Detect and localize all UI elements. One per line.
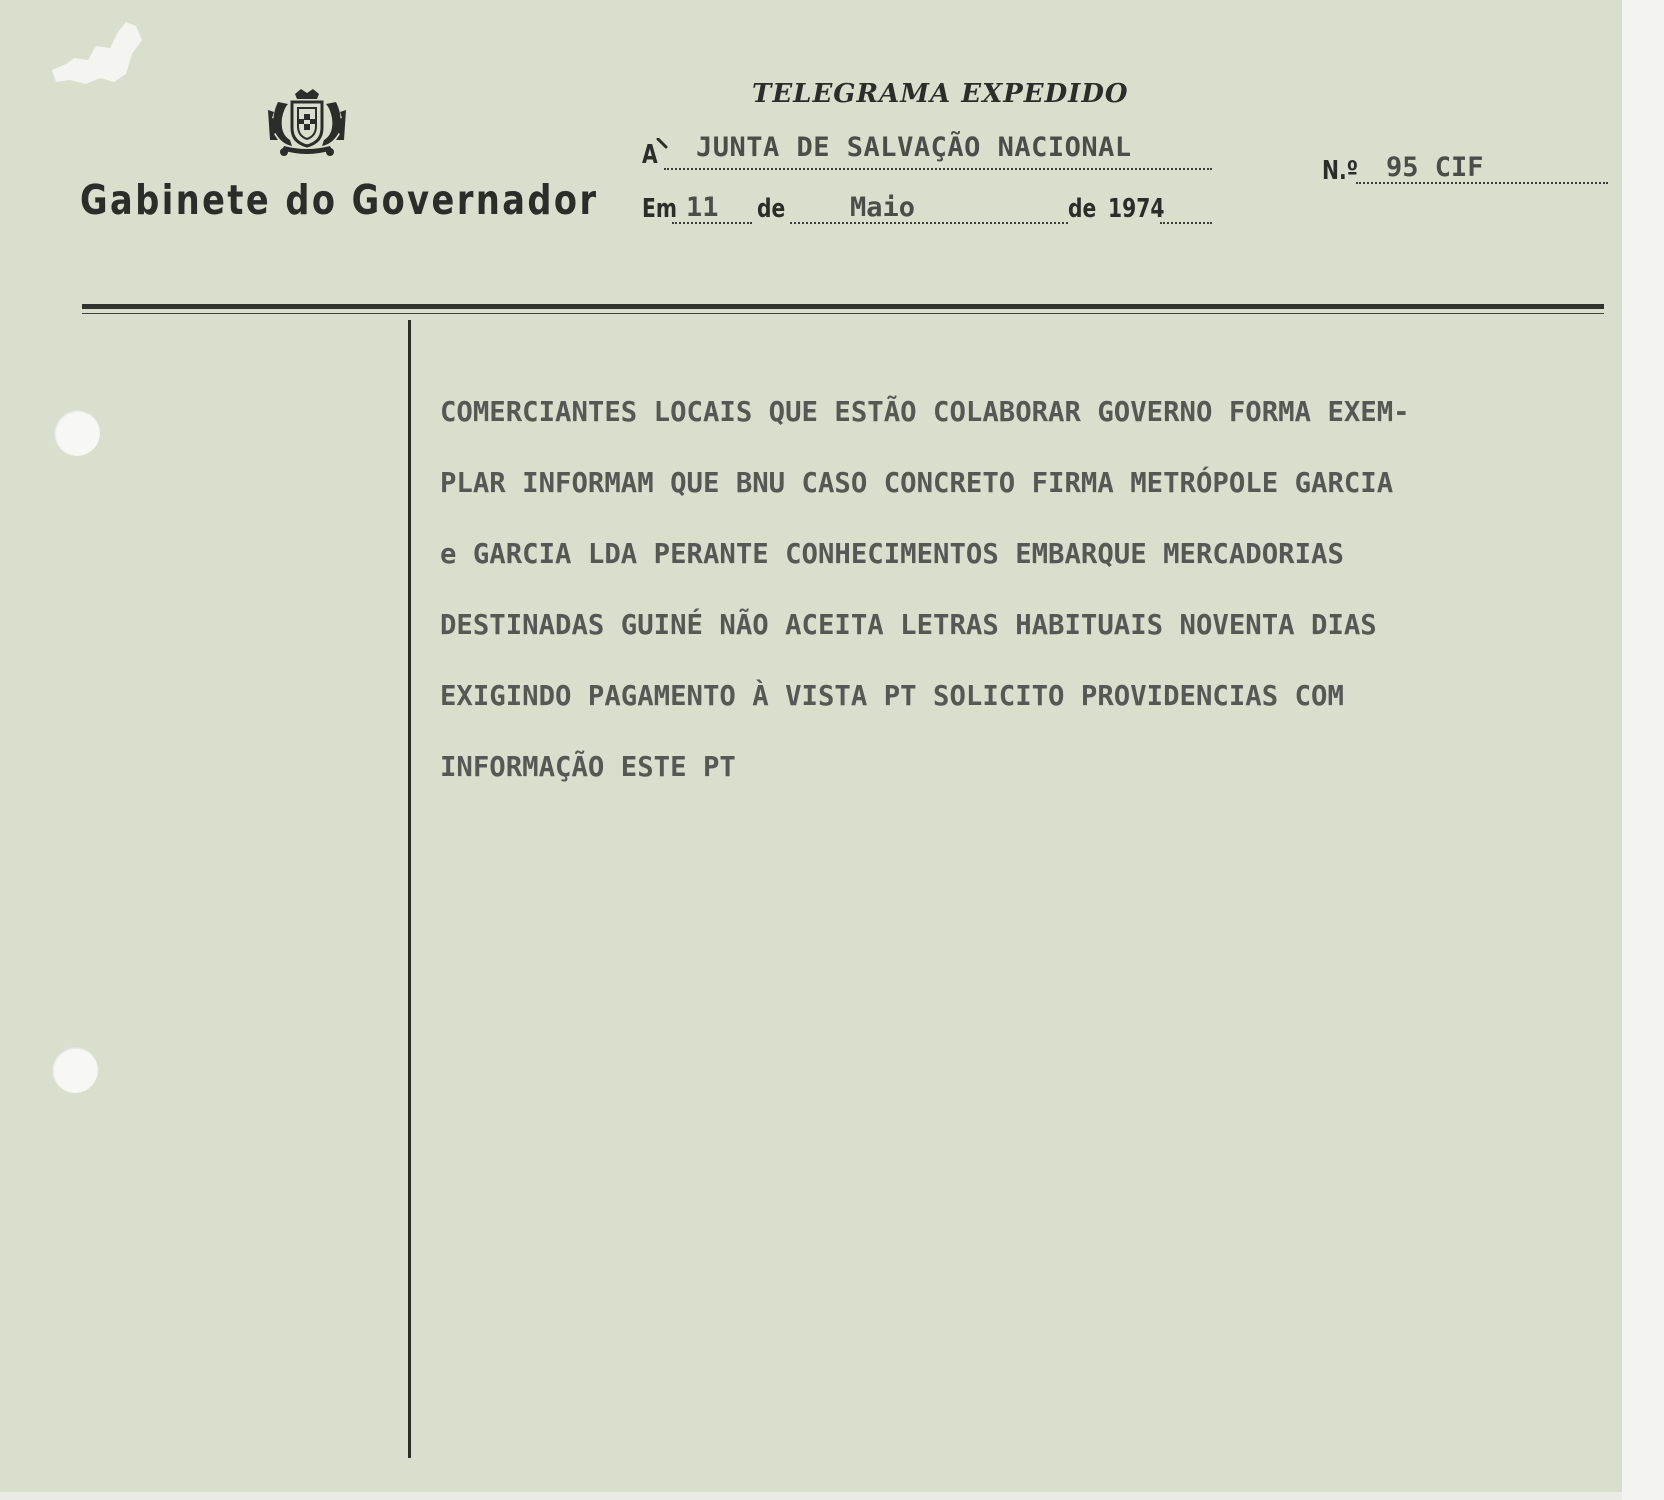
to-dotted-line	[664, 168, 1212, 170]
number-value: 95 CIF	[1386, 152, 1484, 183]
punch-hole-bottom	[52, 1047, 98, 1093]
form-title: TELEGRAMA EXPEDIDO	[752, 79, 1129, 109]
office-name: Gabinete do Governador	[80, 176, 599, 224]
message-line: e GARCIA LDA PERANTE CONHECIMENTOS EMBARQUE MERCADORIAS	[440, 539, 1344, 570]
date-month: Maio	[850, 192, 916, 223]
year-dotted-line	[1160, 222, 1212, 224]
header-rule-thick	[82, 304, 1604, 309]
number-label: N.º	[1322, 156, 1359, 186]
torn-corner	[52, 18, 144, 86]
date-year: 1974	[1108, 194, 1165, 224]
scan-background-edge	[1622, 0, 1664, 1500]
message-line: INFORMAÇÃO ESTE PT	[440, 752, 736, 783]
message-line: PLAR INFORMAM QUE BNU CASO CONCRETO FIRMA METRÓPOLE GARCIA	[440, 468, 1394, 499]
header-rule-thin	[82, 313, 1604, 314]
date-day: 11	[686, 192, 719, 223]
date-of-2: de	[1068, 194, 1097, 224]
grave-accent-mark	[656, 138, 668, 150]
punch-hole-top	[54, 410, 100, 456]
message-line: DESTINADAS GUINÉ NÃO ACEITA LETRAS HABITUAIS NOVENTA DIAS	[440, 610, 1377, 641]
coat-of-arms-icon	[262, 88, 352, 160]
message-line: EXIGINDO PAGAMENTO À VISTA PT SOLICITO PROVIDENCIAS COM	[440, 681, 1344, 712]
message-line: COMERCIANTES LOCAIS QUE ESTÃO COLABORAR GOVERNO FORMA EXEM-	[440, 397, 1410, 428]
margin-rule	[408, 320, 411, 1458]
month-dotted-line	[790, 222, 1068, 224]
message-body	[440, 397, 1410, 823]
date-prefix: Em	[642, 194, 677, 224]
date-of-1: de	[757, 194, 786, 224]
to-value: JUNTA DE SALVAÇÃO NACIONAL	[696, 132, 1132, 163]
to-label: A	[642, 140, 658, 170]
